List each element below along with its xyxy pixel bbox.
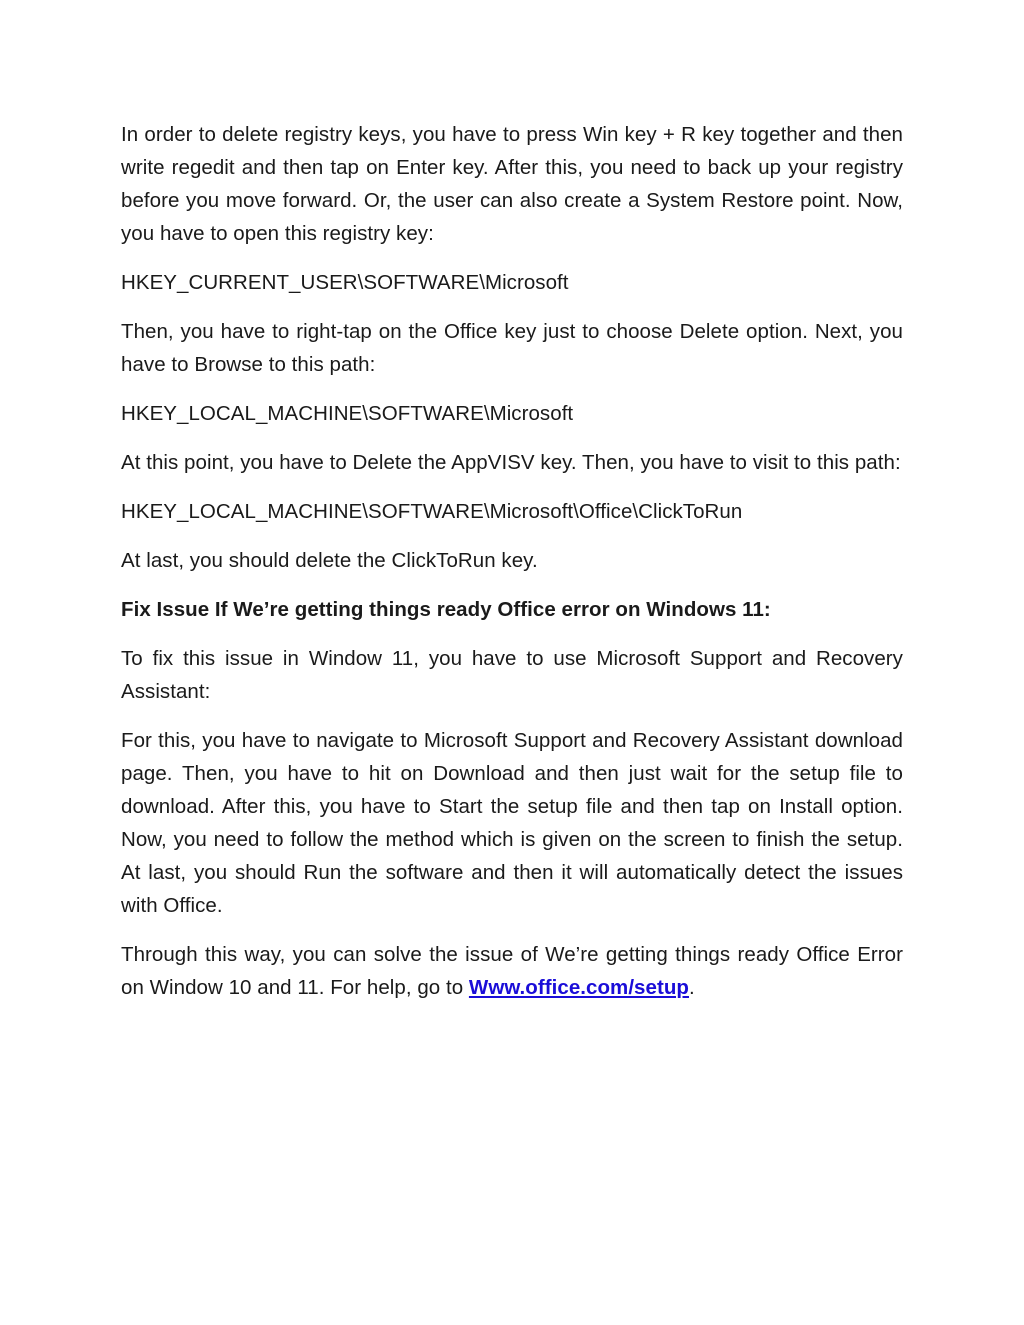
paragraph-use-sara: To fix this issue in Window 11, you have to use Microsoft Support and Recovery Assistant: — [121, 647, 903, 703]
registry-path-clicktorun: HKEY_LOCAL_MACHINE\SOFTWARE\Microsoft\Office\ClickToRun — [121, 500, 743, 523]
registry-path-local-machine: HKEY_LOCAL_MACHINE\SOFTWARE\Microsoft — [121, 402, 574, 425]
registry-path-current-user: HKEY_CURRENT_USER\SOFTWARE\Microsoft — [121, 271, 569, 294]
paragraph-delete-clicktorun: At last, you should delete the ClickToRun key. — [121, 549, 538, 572]
document-page — [121, 118, 903, 1020]
section-heading: Fix Issue If We’re getting things ready Office error on Windows 11: — [121, 598, 771, 621]
paragraph-delete-appvisv: At this point, you have to Delete the AppVISV key. Then, you have to visit to this path: — [121, 451, 901, 474]
paragraph-conclusion — [121, 938, 903, 1004]
paragraph-delete-office-key: Then, you have to right-tap on the Office key just to choose Delete option. Next, you have to Browse to this path: — [121, 320, 903, 376]
paragraph-delete-registry-keys: In order to delete registry keys, you have to press Win key + R key together and then write regedit and then tap on Enter key. After this, you need to back up your registry before you move forward. Or, the user can also create a System Restore point. Now, you have to open this registry key: — [121, 123, 903, 245]
conclusion-period: . — [689, 976, 695, 999]
paragraph-sara-steps: For this, you have to navigate to Microsoft Support and Recovery Assistant download page. Then, you have to hit on Download and then just wait for the setup file to download. After this, you have to Start the setup file and then tap on Install option. Now, you need to follow the method which is given on the screen to finish the setup. At last, you should Run the software and then it will automatically detect the issues with Office. — [121, 729, 903, 917]
conclusion-text: Through this way, you can solve the issue of We’re getting things ready Office Error on Window 10 and 11. For help, go to — [121, 943, 903, 999]
office-setup-link[interactable]: Www.office.com/setup — [468, 976, 689, 999]
